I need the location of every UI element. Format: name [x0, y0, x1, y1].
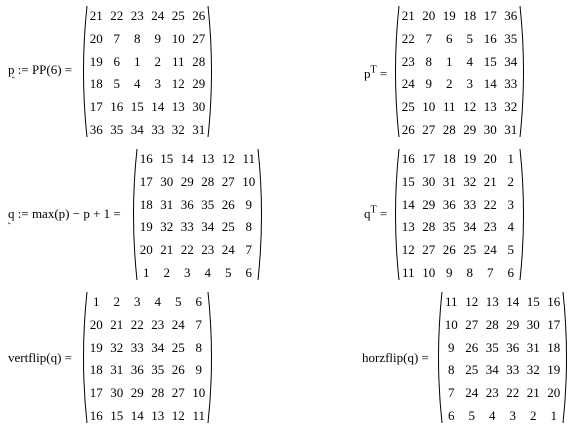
matrix-cell: 6 [448, 407, 455, 423]
matrix-cell: 14 [401, 196, 415, 212]
matrix-cell: 19 [442, 8, 456, 23]
matrix-cell: 3 [184, 264, 191, 280]
expression-label [8, 62, 72, 77]
matrix-cell: 14 [506, 294, 520, 309]
matrix-cell: 25 [401, 99, 415, 115]
matrix-cell: 19 [89, 53, 103, 69]
matrix-cell: 7 [195, 316, 202, 332]
matrix-cell: 35 [201, 196, 215, 212]
matrix-cell: 16 [110, 99, 124, 115]
matrix-cells [136, 148, 259, 285]
matrix-cell: 2 [163, 264, 170, 280]
matrix-cell: 15 [401, 173, 415, 189]
matrix-cell: 14 [151, 99, 165, 115]
matrix-cell: 30 [110, 385, 124, 401]
matrix-vertflip [79, 291, 216, 424]
expression-label [8, 206, 121, 221]
matrix-cell: 14 [483, 76, 497, 92]
matrix-cell: 35 [504, 30, 518, 46]
matrix-p [79, 5, 216, 138]
matrix-cell: 31 [442, 173, 456, 189]
matrix-cell: 5 [466, 30, 473, 46]
matrix-cell: 28 [192, 53, 206, 69]
matrix-cell: 9 [195, 362, 202, 378]
matrix-cell: 2 [113, 294, 120, 309]
matrix-cell: 26 [192, 8, 206, 23]
matrix-cell: 23 [151, 316, 165, 332]
matrix-cell: 12 [171, 407, 185, 423]
matrix-cell: 31 [526, 339, 540, 355]
matrix-cell: 15 [160, 151, 174, 166]
matrix-cell: 12 [401, 242, 415, 258]
matrix-cell: 23 [483, 219, 497, 235]
matrix-cell: 14 [180, 151, 194, 166]
matrix-cell: 23 [401, 53, 415, 69]
matrix-cell: 34 [485, 362, 499, 378]
matrix-cell: 3 [509, 407, 516, 423]
matrix-cell: 10 [242, 173, 256, 189]
matrix-cell: 33 [130, 339, 144, 355]
matrix-cell: 18 [547, 339, 561, 355]
matrix-cell: 23 [201, 242, 215, 258]
matrix-cell: 32 [526, 362, 540, 378]
matrix-cell: 35 [485, 339, 499, 355]
matrix-cells [86, 291, 209, 428]
matrix-cell: 23 [130, 8, 144, 23]
matrix-cell: 22 [483, 196, 497, 212]
matrix-cell: 4 [204, 264, 211, 280]
matrix-cell: 10 [171, 30, 185, 46]
matrix-cell: 17 [139, 173, 153, 189]
matrix-cell: 11 [444, 294, 458, 309]
label-rest: = [376, 206, 388, 221]
matrix-cell: 13 [171, 99, 185, 115]
matrix-cell: 25 [221, 219, 235, 235]
variable-q: q [364, 206, 371, 221]
matrix-cell: 13 [201, 151, 215, 166]
matrix-cell: 2 [530, 407, 537, 423]
matrix-cell: 20 [422, 8, 436, 23]
matrix-cells [86, 5, 209, 142]
matrix-cell: 9 [448, 339, 455, 355]
matrix-cell: 32 [160, 219, 174, 235]
expression-label [8, 350, 72, 365]
matrix-cells [398, 148, 521, 285]
matrix-cell: 7 [425, 30, 432, 46]
matrix-cell: 26 [221, 196, 235, 212]
variable-p: p [364, 66, 371, 81]
matrix-cell: 13 [151, 407, 165, 423]
matrix-cell: 24 [171, 316, 185, 332]
matrix-cell: 1 [93, 294, 100, 309]
matrix-cell: 36 [506, 339, 520, 355]
matrix-cell: 28 [485, 316, 499, 332]
function-call-vertflip: vertflip(q) = [8, 350, 73, 365]
matrix-cell: 22 [130, 316, 144, 332]
matrix-cell: 13 [485, 294, 499, 309]
label-rest: := max(p) − p + 1 = [14, 206, 121, 221]
matrix-horzflip [434, 291, 571, 424]
matrix-cell: 9 [446, 264, 453, 280]
matrix-cell: 21 [401, 8, 415, 23]
matrix-cells [441, 291, 564, 428]
matrix-cell: 35 [110, 121, 124, 137]
matrix-cell: 25 [171, 339, 185, 355]
matrix-cell: 21 [89, 8, 103, 23]
matrix-cell: 14 [130, 407, 144, 423]
matrix-cell: 27 [422, 242, 436, 258]
matrix-cell: 20 [89, 30, 103, 46]
matrix-cell: 17 [547, 316, 561, 332]
matrix-cell: 21 [160, 242, 174, 258]
matrix-cell: 4 [489, 407, 496, 423]
matrix-cell: 2 [507, 173, 514, 189]
matrix-cell: 29 [463, 121, 477, 137]
matrix-cell: 10 [422, 264, 436, 280]
matrix-cell: 26 [465, 339, 479, 355]
matrix-cell: 27 [171, 385, 185, 401]
matrix-cell: 17 [89, 99, 103, 115]
matrix-cell: 17 [89, 385, 103, 401]
matrix-cell: 11 [401, 264, 415, 280]
matrix-cell: 19 [463, 151, 477, 166]
matrix-cell: 15 [110, 407, 124, 423]
matrix-cell: 21 [110, 316, 124, 332]
matrix-cell: 18 [463, 8, 477, 23]
matrix-cell: 15 [130, 99, 144, 115]
matrix-cell: 28 [422, 219, 436, 235]
variable-q: q [8, 206, 15, 221]
matrix-cell: 3 [134, 294, 141, 309]
matrix-cell: 9 [425, 76, 432, 92]
matrix-cell: 11 [442, 99, 456, 115]
matrix-cell: 4 [134, 76, 141, 92]
matrix-cell: 27 [192, 30, 206, 46]
matrix-cell: 36 [504, 8, 518, 23]
matrix-cell: 18 [442, 151, 456, 166]
matrix-cell: 36 [89, 121, 103, 137]
matrix-cell: 26 [401, 121, 415, 137]
matrix-cell: 5 [468, 407, 475, 423]
matrix-cell: 16 [483, 30, 497, 46]
matrix-cell: 7 [245, 242, 252, 258]
matrix-cell: 11 [192, 407, 206, 423]
expression-label [364, 206, 387, 221]
matrix-cell: 33 [504, 76, 518, 92]
matrix-cell: 16 [139, 151, 153, 166]
matrix-p-transpose [391, 5, 528, 138]
matrix-cell: 24 [465, 385, 479, 401]
matrix-cell: 10 [422, 99, 436, 115]
matrix-cell: 5 [507, 242, 514, 258]
matrix-cell: 30 [526, 316, 540, 332]
matrix-cell: 3 [466, 76, 473, 92]
matrix-cell: 36 [442, 196, 456, 212]
matrix-cell: 18 [89, 362, 103, 378]
matrix-cell: 6 [195, 294, 202, 309]
matrix-cell: 33 [463, 196, 477, 212]
matrix-cell: 33 [151, 121, 165, 137]
matrix-cell: 31 [504, 121, 518, 137]
matrix-cell: 6 [245, 264, 252, 280]
matrix-cell: 1 [446, 53, 453, 69]
matrix-cell: 29 [180, 173, 194, 189]
matrix-cell: 16 [401, 151, 415, 166]
expression-label [362, 350, 429, 365]
matrix-cell: 12 [463, 99, 477, 115]
matrix-cell: 8 [134, 30, 141, 46]
matrix-cell: 34 [151, 339, 165, 355]
matrix-cell: 25 [463, 242, 477, 258]
matrix-cell: 6 [507, 264, 514, 280]
matrix-cell: 27 [422, 121, 436, 137]
matrix-cell: 32 [171, 121, 185, 137]
matrix-cell: 11 [171, 53, 185, 69]
matrix-cell: 30 [160, 173, 174, 189]
matrix-cell: 24 [401, 76, 415, 92]
matrix-cell: 8 [425, 53, 432, 69]
matrix-cell: 17 [422, 151, 436, 166]
matrix-cell: 22 [180, 242, 194, 258]
matrix-cell: 19 [89, 339, 103, 355]
matrix-cell: 5 [225, 264, 232, 280]
transpose-superscript: T [370, 64, 377, 76]
matrix-cell: 3 [154, 76, 161, 92]
matrix-cell: 22 [110, 8, 124, 23]
expression-label [364, 66, 387, 81]
matrix-cell: 15 [526, 294, 540, 309]
matrix-cells [398, 5, 521, 142]
matrix-cell: 4 [154, 294, 161, 309]
matrix-cell: 24 [483, 242, 497, 258]
matrix-cell: 27 [221, 173, 235, 189]
matrix-cell: 27 [465, 316, 479, 332]
matrix-cell: 25 [465, 362, 479, 378]
matrix-cell: 26 [442, 242, 456, 258]
matrix-cell: 31 [192, 121, 206, 137]
matrix-cell: 35 [442, 219, 456, 235]
matrix-cell: 1 [134, 53, 141, 69]
matrix-cell: 30 [483, 121, 497, 137]
matrix-cell: 7 [448, 385, 455, 401]
matrix-cell: 18 [139, 196, 153, 212]
matrix-cell: 6 [113, 53, 120, 69]
transpose-superscript: T [370, 204, 377, 216]
matrix-cell: 31 [110, 362, 124, 378]
matrix-cell: 20 [547, 385, 561, 401]
matrix-cell: 28 [201, 173, 215, 189]
matrix-cell: 2 [154, 53, 161, 69]
variable-p: p [8, 62, 15, 77]
function-call-horzflip: horzflip(q) = [362, 350, 429, 365]
matrix-cell: 22 [401, 30, 415, 46]
matrix-cell: 24 [221, 242, 235, 258]
matrix-cell: 8 [195, 339, 202, 355]
matrix-cell: 11 [242, 151, 256, 166]
matrix-cell: 13 [483, 99, 497, 115]
matrix-cell: 33 [180, 219, 194, 235]
matrix-cell: 29 [130, 385, 144, 401]
matrix-cell: 32 [463, 173, 477, 189]
matrix-cell: 29 [422, 196, 436, 212]
matrix-cell: 24 [151, 8, 165, 23]
matrix-cell: 5 [113, 76, 120, 92]
matrix-cell: 5 [175, 294, 182, 309]
matrix-cell: 34 [504, 53, 518, 69]
matrix-cell: 32 [504, 99, 518, 115]
matrix-cell: 20 [89, 316, 103, 332]
matrix-cell: 16 [547, 294, 561, 309]
matrix-cell: 3 [507, 196, 514, 212]
matrix-cell: 8 [466, 264, 473, 280]
matrix-cell: 34 [201, 219, 215, 235]
matrix-cell: 21 [526, 385, 540, 401]
matrix-cell: 28 [442, 121, 456, 137]
matrix-cell: 34 [463, 219, 477, 235]
matrix-cell: 23 [485, 385, 499, 401]
matrix-cell: 10 [444, 316, 458, 332]
matrix-cell: 1 [550, 407, 557, 423]
matrix-cell: 12 [171, 76, 185, 92]
matrix-cell: 8 [448, 362, 455, 378]
matrix-cell: 31 [160, 196, 174, 212]
matrix-cell: 13 [401, 219, 415, 235]
matrix-cell: 36 [130, 362, 144, 378]
matrix-cell: 22 [506, 385, 520, 401]
matrix-cell: 30 [422, 173, 436, 189]
matrix-cell: 2 [446, 76, 453, 92]
matrix-cell: 26 [171, 362, 185, 378]
matrix-cell: 12 [221, 151, 235, 166]
matrix-cell: 9 [154, 30, 161, 46]
matrix-cell: 8 [245, 219, 252, 235]
matrix-cell: 20 [483, 151, 497, 166]
matrix-cell: 34 [130, 121, 144, 137]
matrix-cell: 15 [483, 53, 497, 69]
matrix-cell: 1 [507, 151, 514, 166]
matrix-cell: 36 [180, 196, 194, 212]
matrix-cell: 25 [171, 8, 185, 23]
matrix-cell: 16 [89, 407, 103, 423]
matrix-cell: 12 [465, 294, 479, 309]
matrix-cell: 4 [466, 53, 473, 69]
matrix-cell: 21 [483, 173, 497, 189]
matrix-q-transpose [391, 148, 528, 281]
matrix-cell: 35 [151, 362, 165, 378]
matrix-cell: 7 [113, 30, 120, 46]
matrix-cell: 7 [487, 264, 494, 280]
matrix-cell: 17 [483, 8, 497, 23]
matrix-cell: 20 [139, 242, 153, 258]
matrix-cell: 29 [506, 316, 520, 332]
matrix-q [129, 148, 266, 281]
matrix-cell: 4 [507, 219, 514, 235]
matrix-cell: 18 [89, 76, 103, 92]
matrix-cell: 30 [192, 99, 206, 115]
matrix-cell: 6 [446, 30, 453, 46]
matrix-cell: 10 [192, 385, 206, 401]
matrix-cell: 19 [547, 362, 561, 378]
label-rest: := PP(6) = [14, 62, 73, 77]
matrix-cell: 29 [192, 76, 206, 92]
matrix-cell: 19 [139, 219, 153, 235]
matrix-cell: 33 [506, 362, 520, 378]
matrix-cell: 28 [151, 385, 165, 401]
matrix-cell: 9 [245, 196, 252, 212]
matrix-cell: 32 [110, 339, 124, 355]
matrix-cell: 1 [143, 264, 150, 280]
label-rest: = [376, 66, 388, 81]
